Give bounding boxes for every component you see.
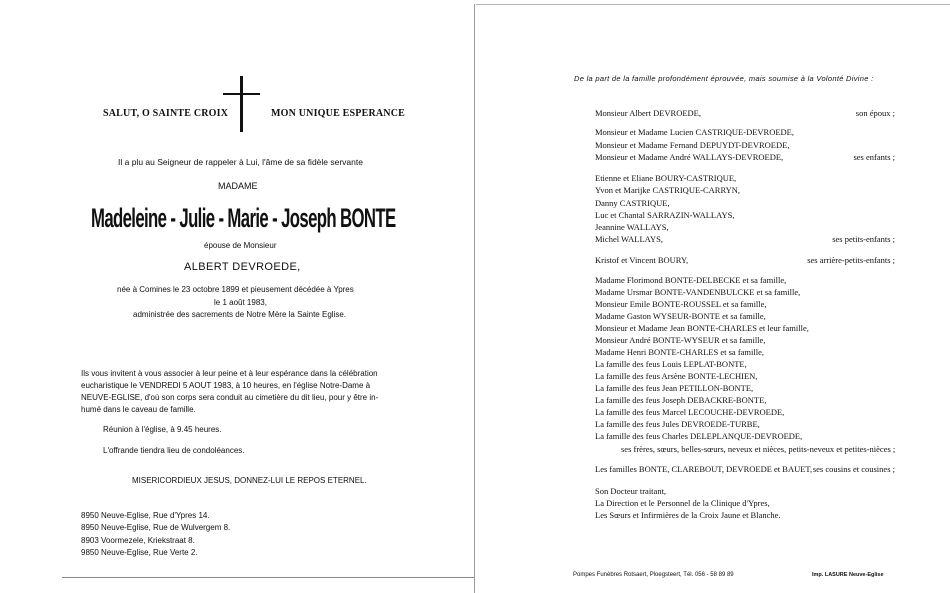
title-madame: MADAME bbox=[218, 181, 258, 191]
children-row bbox=[595, 152, 895, 162]
children-line: Monsieur et Madame André WALLAYS-DEVROEDE, bbox=[595, 152, 784, 162]
spouse-row bbox=[595, 108, 895, 118]
invitation-line: eucharistique le VENDREDI 5 AOUT 1983, à 10 heures, en l'église Notre-Dame à bbox=[81, 381, 371, 390]
family-line: La famille des feus Jules DEVROEDE-TURBE, bbox=[595, 419, 760, 429]
family-line: La famille des feus Arsène BONTE-LECHIEN, bbox=[595, 371, 758, 381]
grandchildren-row bbox=[595, 234, 895, 244]
family-line: Monsieur et Madame Jean BONTE-CHARLES et leur famille, bbox=[595, 323, 809, 333]
invitation-line: humé dans le caveau de famille. bbox=[81, 405, 196, 414]
address-line: 8903 Voormezele, Kriekstraat 8. bbox=[81, 536, 195, 545]
care-line: Son Docteur traitant, bbox=[595, 486, 667, 496]
cousins-role: ses cousins et cousines ; bbox=[812, 464, 895, 474]
cross-icon-bar bbox=[223, 93, 260, 95]
family-line: La famille des feus Marcel LECOUCHE-DEVROEDE, bbox=[595, 407, 785, 417]
children-line: Monsieur et Madame Lucien CASTRIQUE-DEVROEDE, bbox=[595, 127, 795, 137]
spouse-row-role: son époux ; bbox=[855, 108, 895, 118]
family-line: La famille des feus Joseph DEBACKRE-BONTE, bbox=[595, 395, 767, 405]
family-line: La famille des feus Jean PETILLON-BONTE, bbox=[595, 383, 754, 393]
great-grandchildren-names: Kristof et Vincent BOURY, bbox=[595, 255, 689, 265]
grandchild-line: Jeannine WALLAYS, bbox=[595, 222, 669, 232]
grandchild-line: Danny CASTRIQUE, bbox=[595, 198, 670, 208]
cousins-row bbox=[595, 464, 895, 474]
headline-left: SALUT, O SAINTE CROIX bbox=[103, 108, 229, 119]
grandchild-line: Luc et Chantal SARRAZIN-WALLAYS, bbox=[595, 210, 735, 220]
meeting-line: Réunion à l'église, à 9.45 heures. bbox=[103, 425, 222, 434]
intro-line: Il a plu au Seigneur de rappeler à Lui, l'âme de sa fidèle servante bbox=[118, 157, 363, 167]
deceased-name: Madeleine - Julie - Marie - Joseph BONTE bbox=[91, 203, 396, 233]
page-fold-line bbox=[474, 4, 475, 593]
cousins-names: Les familles BONTE, CLAREBOUT, DEVROEDE et BAUET, bbox=[595, 464, 813, 474]
birth-line: née à Comines le 23 octobre 1899 et pieusement décédée à Ypres bbox=[117, 285, 354, 294]
family-header: De la part de la famille profondément éprouvée, mais soumise à la Volonté Divine : bbox=[574, 74, 874, 83]
headline-right: MON UNIQUE ESPERANCE bbox=[271, 108, 406, 119]
relatives-line: ses frères, sœurs, belles-sœurs, neveux et nièces, petits-neveux et petites-nièces ; bbox=[621, 444, 896, 454]
children-line: Monsieur et Madame Fernand DEPUYDT-DEVROEDE, bbox=[595, 140, 790, 150]
family-line: La famille des feus Charles DELEPLANQUE-DEVROEDE, bbox=[595, 431, 803, 441]
invitation-line: NEUVE-EGLISE, d'où son corps sera conduit au cimetière du dit lieu, pour y être in- bbox=[81, 393, 379, 402]
spouse-row-name: Monsieur Albert DEVROEDE, bbox=[595, 108, 702, 118]
spouse-intro: épouse de Monsieur bbox=[204, 241, 277, 250]
top-edge-line bbox=[476, 4, 950, 5]
bottom-edge-line bbox=[62, 577, 474, 578]
grandchildren-role: ses petits-enfants ; bbox=[832, 234, 895, 244]
family-line: Monsieur Emile BONTE-ROUSSEL et sa famille, bbox=[595, 299, 767, 309]
great-grandchildren-row bbox=[595, 255, 895, 265]
children-role: ses enfants ; bbox=[853, 152, 895, 162]
family-line: Madame Florimond BONTE-DELBECKE et sa famille, bbox=[595, 275, 787, 285]
prayer-line: MISERICORDIEUX JESUS, DONNEZ-LUI LE REPOS ETERNEL. bbox=[132, 476, 367, 485]
family-line: Monsieur André BONTE-WYSEUR et sa famille, bbox=[595, 335, 766, 345]
invitation-line: Ils vous invitent à vous associer à leur peine et à leur espérance dans la célébration bbox=[81, 369, 378, 378]
address-line: 8950 Neuve-Eglise, Rue d'Ypres 14. bbox=[81, 511, 210, 520]
great-grandchildren-role: ses arrière-petits-enfants ; bbox=[807, 255, 895, 265]
family-line: La famille des feus Louis LEPLAT-BONTE, bbox=[595, 359, 747, 369]
offering-line: L'offrande tiendra lieu de condoléances. bbox=[103, 446, 245, 455]
grandchild-line: Etienne et Eliane BOURY-CASTRIQUE, bbox=[595, 173, 737, 183]
address-line: 9850 Neuve-Eglise, Rue Verte 2. bbox=[81, 548, 198, 557]
family-line: Madame Henri BONTE-CHARLES et sa famille, bbox=[595, 347, 765, 357]
grandchild-line: Yvon et Marijke CASTRIQUE-CARRYN, bbox=[595, 185, 741, 195]
spouse-name: ALBERT DEVROEDE, bbox=[184, 261, 301, 273]
sacraments-line: administrée des sacrements de Notre Mère la Sainte Eglise. bbox=[133, 310, 346, 319]
care-line: La Direction et le Personnel de la Clinique d'Ypres, bbox=[595, 498, 770, 508]
family-line: Madame Ursmar BONTE-VANDENBULCKE et sa famille, bbox=[595, 287, 801, 297]
undertaker-footer: Pompes Funèbres Rotsaert, Ploegsteert, Tél. 056 - 58 89 89 bbox=[573, 572, 734, 578]
grandchild-line: Michel WALLAYS, bbox=[595, 234, 663, 244]
address-line: 8950 Neuve-Eglise, Rue de Wulvergem 8. bbox=[81, 523, 231, 532]
family-line: Madame Gaston WYSEUR-BONTE et sa famille, bbox=[595, 311, 766, 321]
care-line: Les Sœurs et Infirmières de la Croix Jaune et Blanche. bbox=[595, 510, 781, 520]
death-date: le 1 août 1983, bbox=[214, 298, 267, 307]
cross-icon bbox=[240, 76, 243, 132]
printer-footer: Imp. LASURE Neuve-Eglise bbox=[812, 572, 884, 578]
